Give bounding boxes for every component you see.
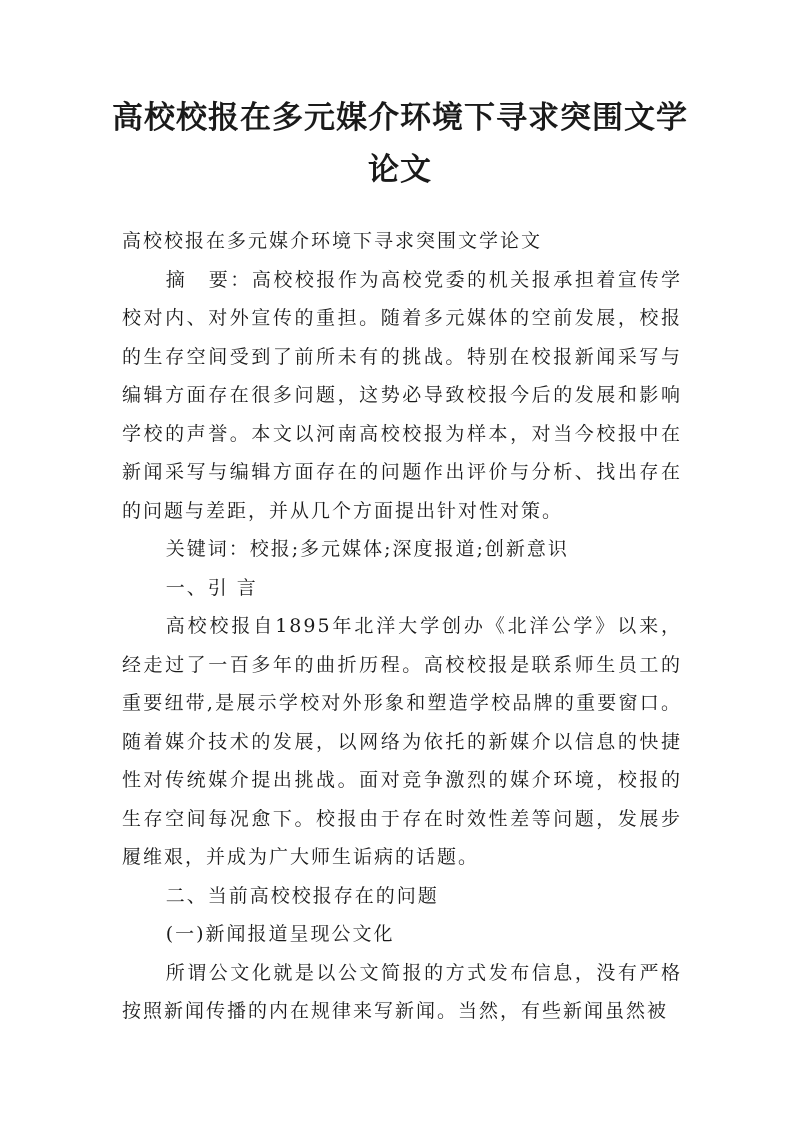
- subsection-heading-1: (一)新闻报道呈现公文化: [165, 923, 395, 945]
- subtitle-line: 高校校报在多元媒介环境下寻求突围文学论文: [122, 230, 543, 252]
- document-body: [122, 222, 682, 1031]
- introduction-paragraph: 高校校报自1895年北洋大学创办《北洋公学》以来，经走过了一百多年的曲折历程。高校校报是联系师生员工的重要纽带,是展示学校对外形象和塑造学校品牌的重要窗口。随着媒介技术的发展，以网络为依托的新媒介以信息的快捷性对传统媒介提出挑战。面对竞争激烈的媒介环境，校报的生存空间每况愈下。校报由于存在时效性差等问题，发展步履维艰，并成为广大师生诟病的话题。: [122, 615, 682, 868]
- document-title: 高校校报在多元媒介环境下寻求突围文学论文: [112, 100, 688, 188]
- section-heading-introduction: 一、引 言: [165, 576, 258, 599]
- body-paragraph: 所谓公文化就是以公文简报的方式发布信息，没有严格按照新闻传播的内在规律来写新闻。当然，有些新闻虽然被: [122, 961, 682, 1022]
- section-heading-problems: 二、当前高校校报存在的问题: [165, 884, 439, 907]
- abstract-paragraph: 摘 要：高校校报作为高校党委的机关报承担着宣传学校对内、对外宣传的重担。随着多元媒体的空前发展，校报的生存空间受到了前所未有的挑战。特别在校报新闻采写与编辑方面存在很多问题，这势必导致校报今后的发展和影响学校的声誉。本文以河南高校校报为样本，对当今校报中在新闻采写与编辑方面存在的问题作出评价与分析、找出存在的问题与差距，并从几个方面提出针对性对策。: [122, 268, 682, 522]
- keywords-line: 关键词：校报;多元媒体;深度报道;创新意识: [165, 538, 569, 560]
